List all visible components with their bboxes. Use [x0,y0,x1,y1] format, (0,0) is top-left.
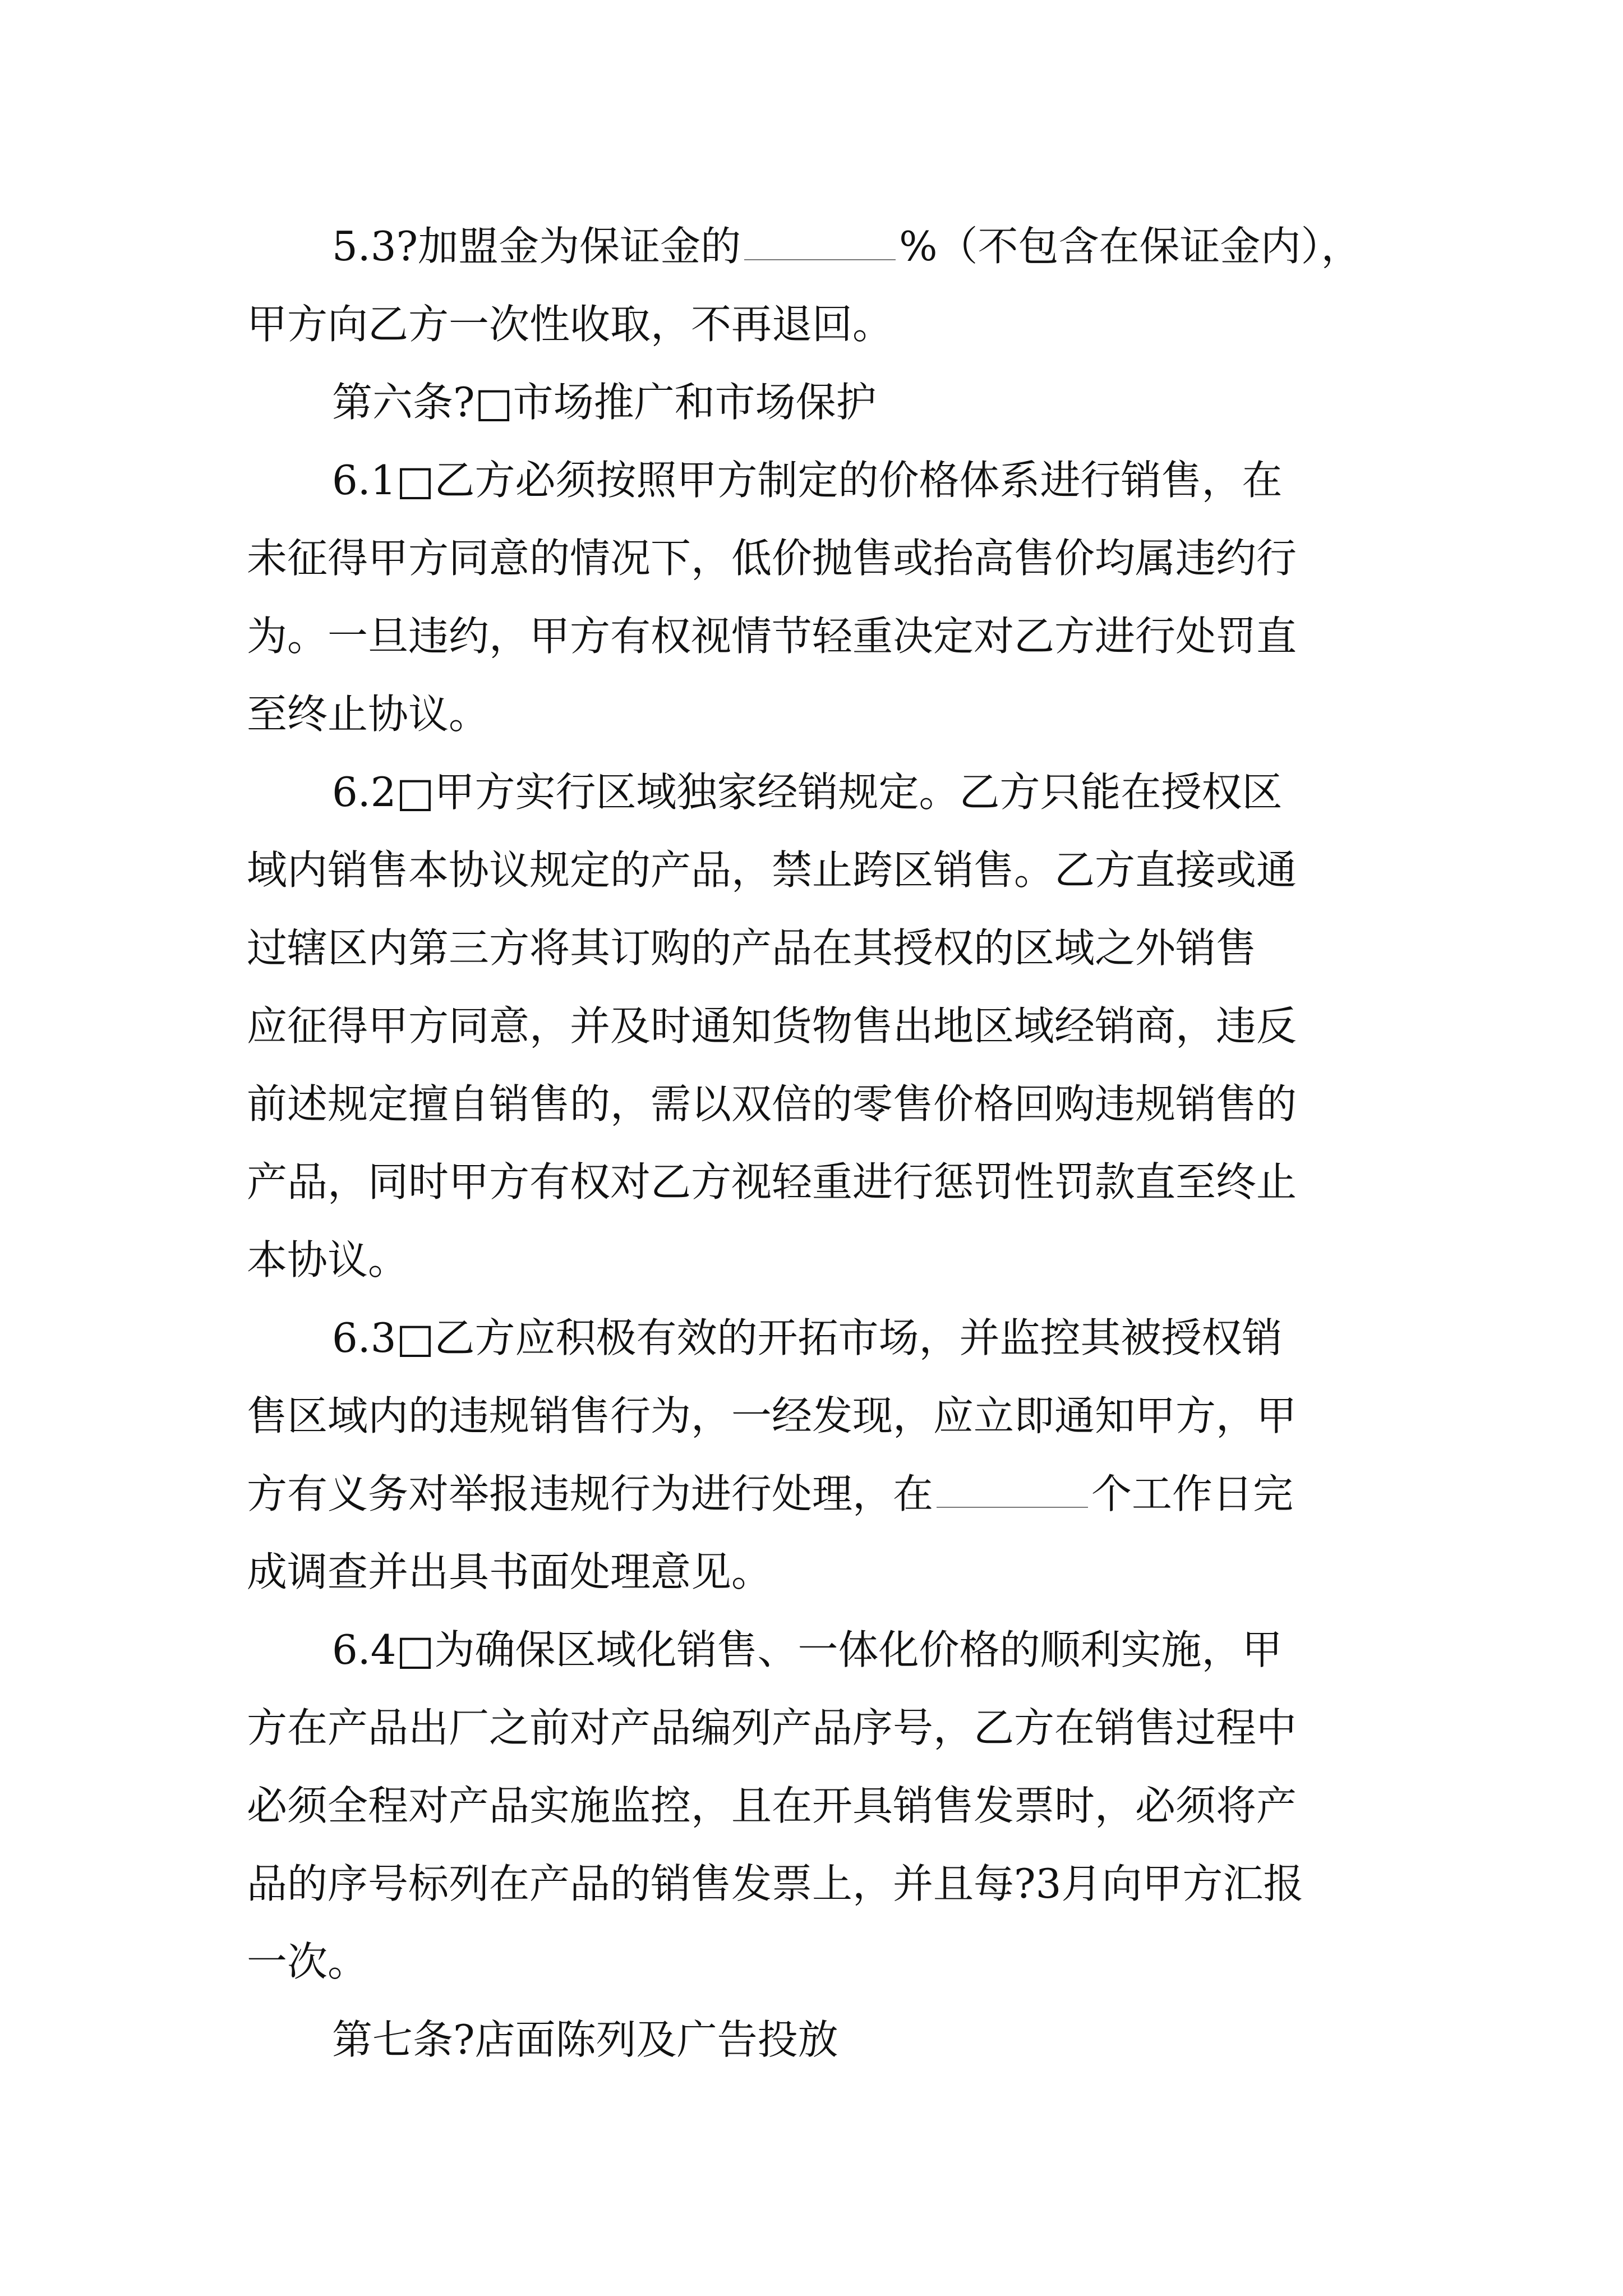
clause-6-2-line: 过辖区内第三方将其订购的产品在其授权的区域之外销售 [247,924,1257,972]
clause-5-3-line-1: 5.3?加盟金为保证金的 %（不包含在保证金内）， [332,223,1362,270]
clause-6-4-line: 6.4□为确保区域化销售、一体化价格的顺利实施，甲 [332,1626,1283,1673]
fill-in-blank [937,1473,1088,1508]
clause-6-4-line: 品的序号标列在产品的销售发票上，并且每?3月向甲方汇报 [247,1860,1304,1907]
clause-6-3-line: 6.3□乙方应积极有效的开拓市场，并监控其被授权销 [332,1314,1283,1361]
clause-6-2-line: 域内销售本协议规定的产品，禁止跨区销售。乙方直接或通 [247,846,1297,894]
clause-6-1-line: 6.1□乙方必须按照甲方制定的价格体系进行销售，在 [332,457,1283,504]
article-6-heading: 第六条?□市场推广和市场保护 [332,379,877,426]
clause-6-3-line: 成调查并出具书面处理意见。 [247,1548,772,1595]
article-7-heading: 第七条?店面陈列及广告投放 [332,2016,838,2063]
clause-6-2-line: 6.2□甲方实行区域独家经销规定。乙方只能在授权区 [332,769,1283,816]
clause-6-4-line: 一次。 [247,1938,368,1985]
clause-6-1-line: 为。一旦违约，甲方有权视情节轻重决定对乙方进行处罚直 [247,613,1297,660]
clause-6-1-line: 至终止协议。 [247,691,490,738]
document-body [247,208,1391,2079]
clause-6-3-line: 售区域内的违规销售行为，一经发现，应立即通知甲方，甲 [247,1392,1297,1439]
clause-6-2-line: 本协议。 [247,1236,409,1283]
clause-6-3-line: 方有义务对举报违规行为进行处理，在 个工作日完 [247,1470,1294,1517]
clause-6-1-line: 未征得甲方同意的情况下，低价抛售或抬高售价均属违约行 [247,535,1297,582]
fill-in-blank [744,226,896,260]
clause-6-4-line: 方在产品出厂之前对产品编列产品序号，乙方在销售过程中 [247,1704,1297,1751]
clause-6-2-line: 产品，同时甲方有权对乙方视轻重进行惩罚性罚款直至终止 [247,1158,1297,1205]
clause-6-4-line: 必须全程对产品实施监控，且在开具销售发票时，必须将产 [247,1782,1297,1829]
clause-5-3-line-2: 甲方向乙方一次性收取，不再退回。 [247,301,893,348]
clause-6-2-line: 前述规定擅自销售的，需以双倍的零售价格回购违规销售的 [247,1080,1297,1128]
clause-6-2-line: 应征得甲方同意，并及时通知货物售出地区域经销商，违反 [247,1002,1297,1050]
